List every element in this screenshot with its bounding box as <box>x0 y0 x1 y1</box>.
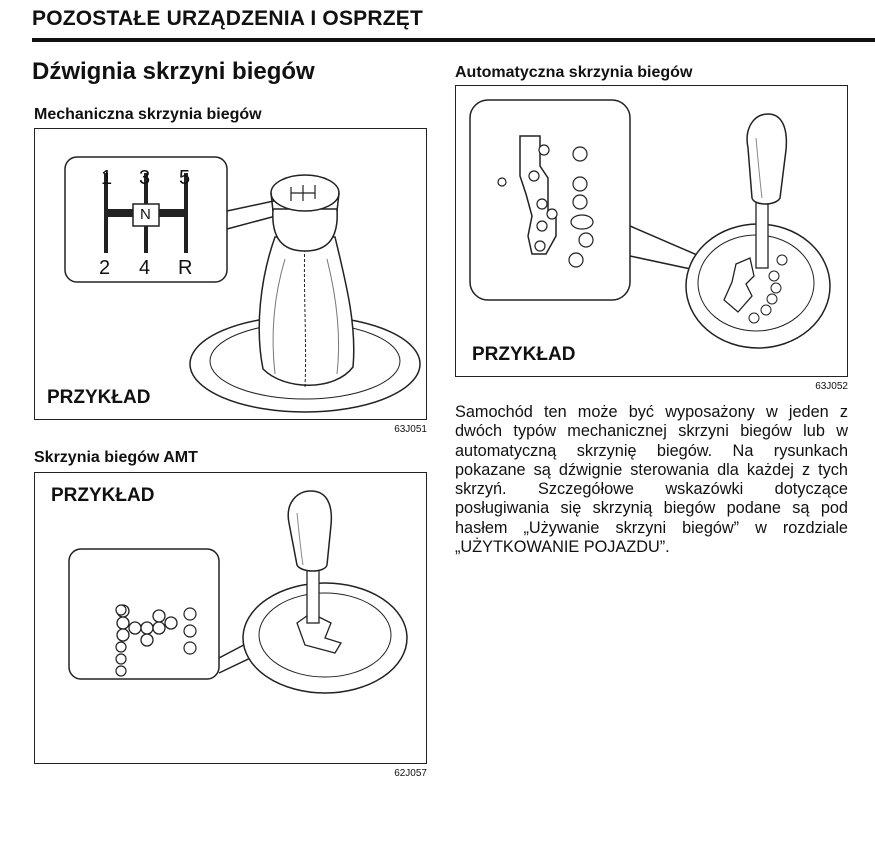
manual-shifter-illustration <box>35 129 428 421</box>
gear-neutral-label: N <box>140 206 151 223</box>
automatic-example-label: PRZYKŁAD <box>472 344 576 365</box>
description-paragraph <box>455 403 848 557</box>
gear-5-label: 5 <box>179 167 191 189</box>
gear-4-label: 4 <box>139 257 151 279</box>
manual-example-label: PRZYKŁAD <box>47 387 151 408</box>
page-header-title: POZOSTAŁE URZĄDZENIA I OSPRZĘT <box>32 7 424 30</box>
amt-example-label: PRZYKŁAD <box>51 485 155 506</box>
amt-subtitle: Skrzynia biegów AMT <box>34 449 198 466</box>
gear-1-label: 1 <box>101 167 113 189</box>
automatic-figure-code: 63J052 <box>815 381 848 392</box>
gear-r-label: R <box>178 257 193 279</box>
manual-subtitle: Mechaniczna skrzynia biegów <box>34 106 262 123</box>
gear-3-label: 3 <box>139 167 151 189</box>
amt-figure <box>34 472 427 764</box>
gear-2-label: 2 <box>99 257 111 279</box>
section-title: Dźwignia skrzyni biegów <box>32 58 315 85</box>
manual-figure-code: 63J051 <box>394 424 427 435</box>
description-text: Samochód ten może być wyposażony w jeden z dwóch typów mechanicznej skrzyni biegów lub w automatyczną skrzynię biegów. Na rysunkach pokazane są dźwignie sterowania dla każdej z tych skrzyń. Szczegółowe wskazówki dotyczące posługiwania się skrzynią biegów podane są pod hasłem „Używanie skrzyni biegów” w rozdziale „UŻYTKOWANIE POJAZDU”. <box>455 403 848 557</box>
amt-figure-code: 62J057 <box>394 768 427 779</box>
automatic-shifter-illustration <box>456 86 849 378</box>
amt-shifter-illustration <box>35 473 428 765</box>
manual-figure <box>34 128 427 420</box>
automatic-figure <box>455 85 848 377</box>
header-rule <box>32 38 875 42</box>
automatic-subtitle: Automatyczna skrzynia biegów <box>455 64 693 81</box>
